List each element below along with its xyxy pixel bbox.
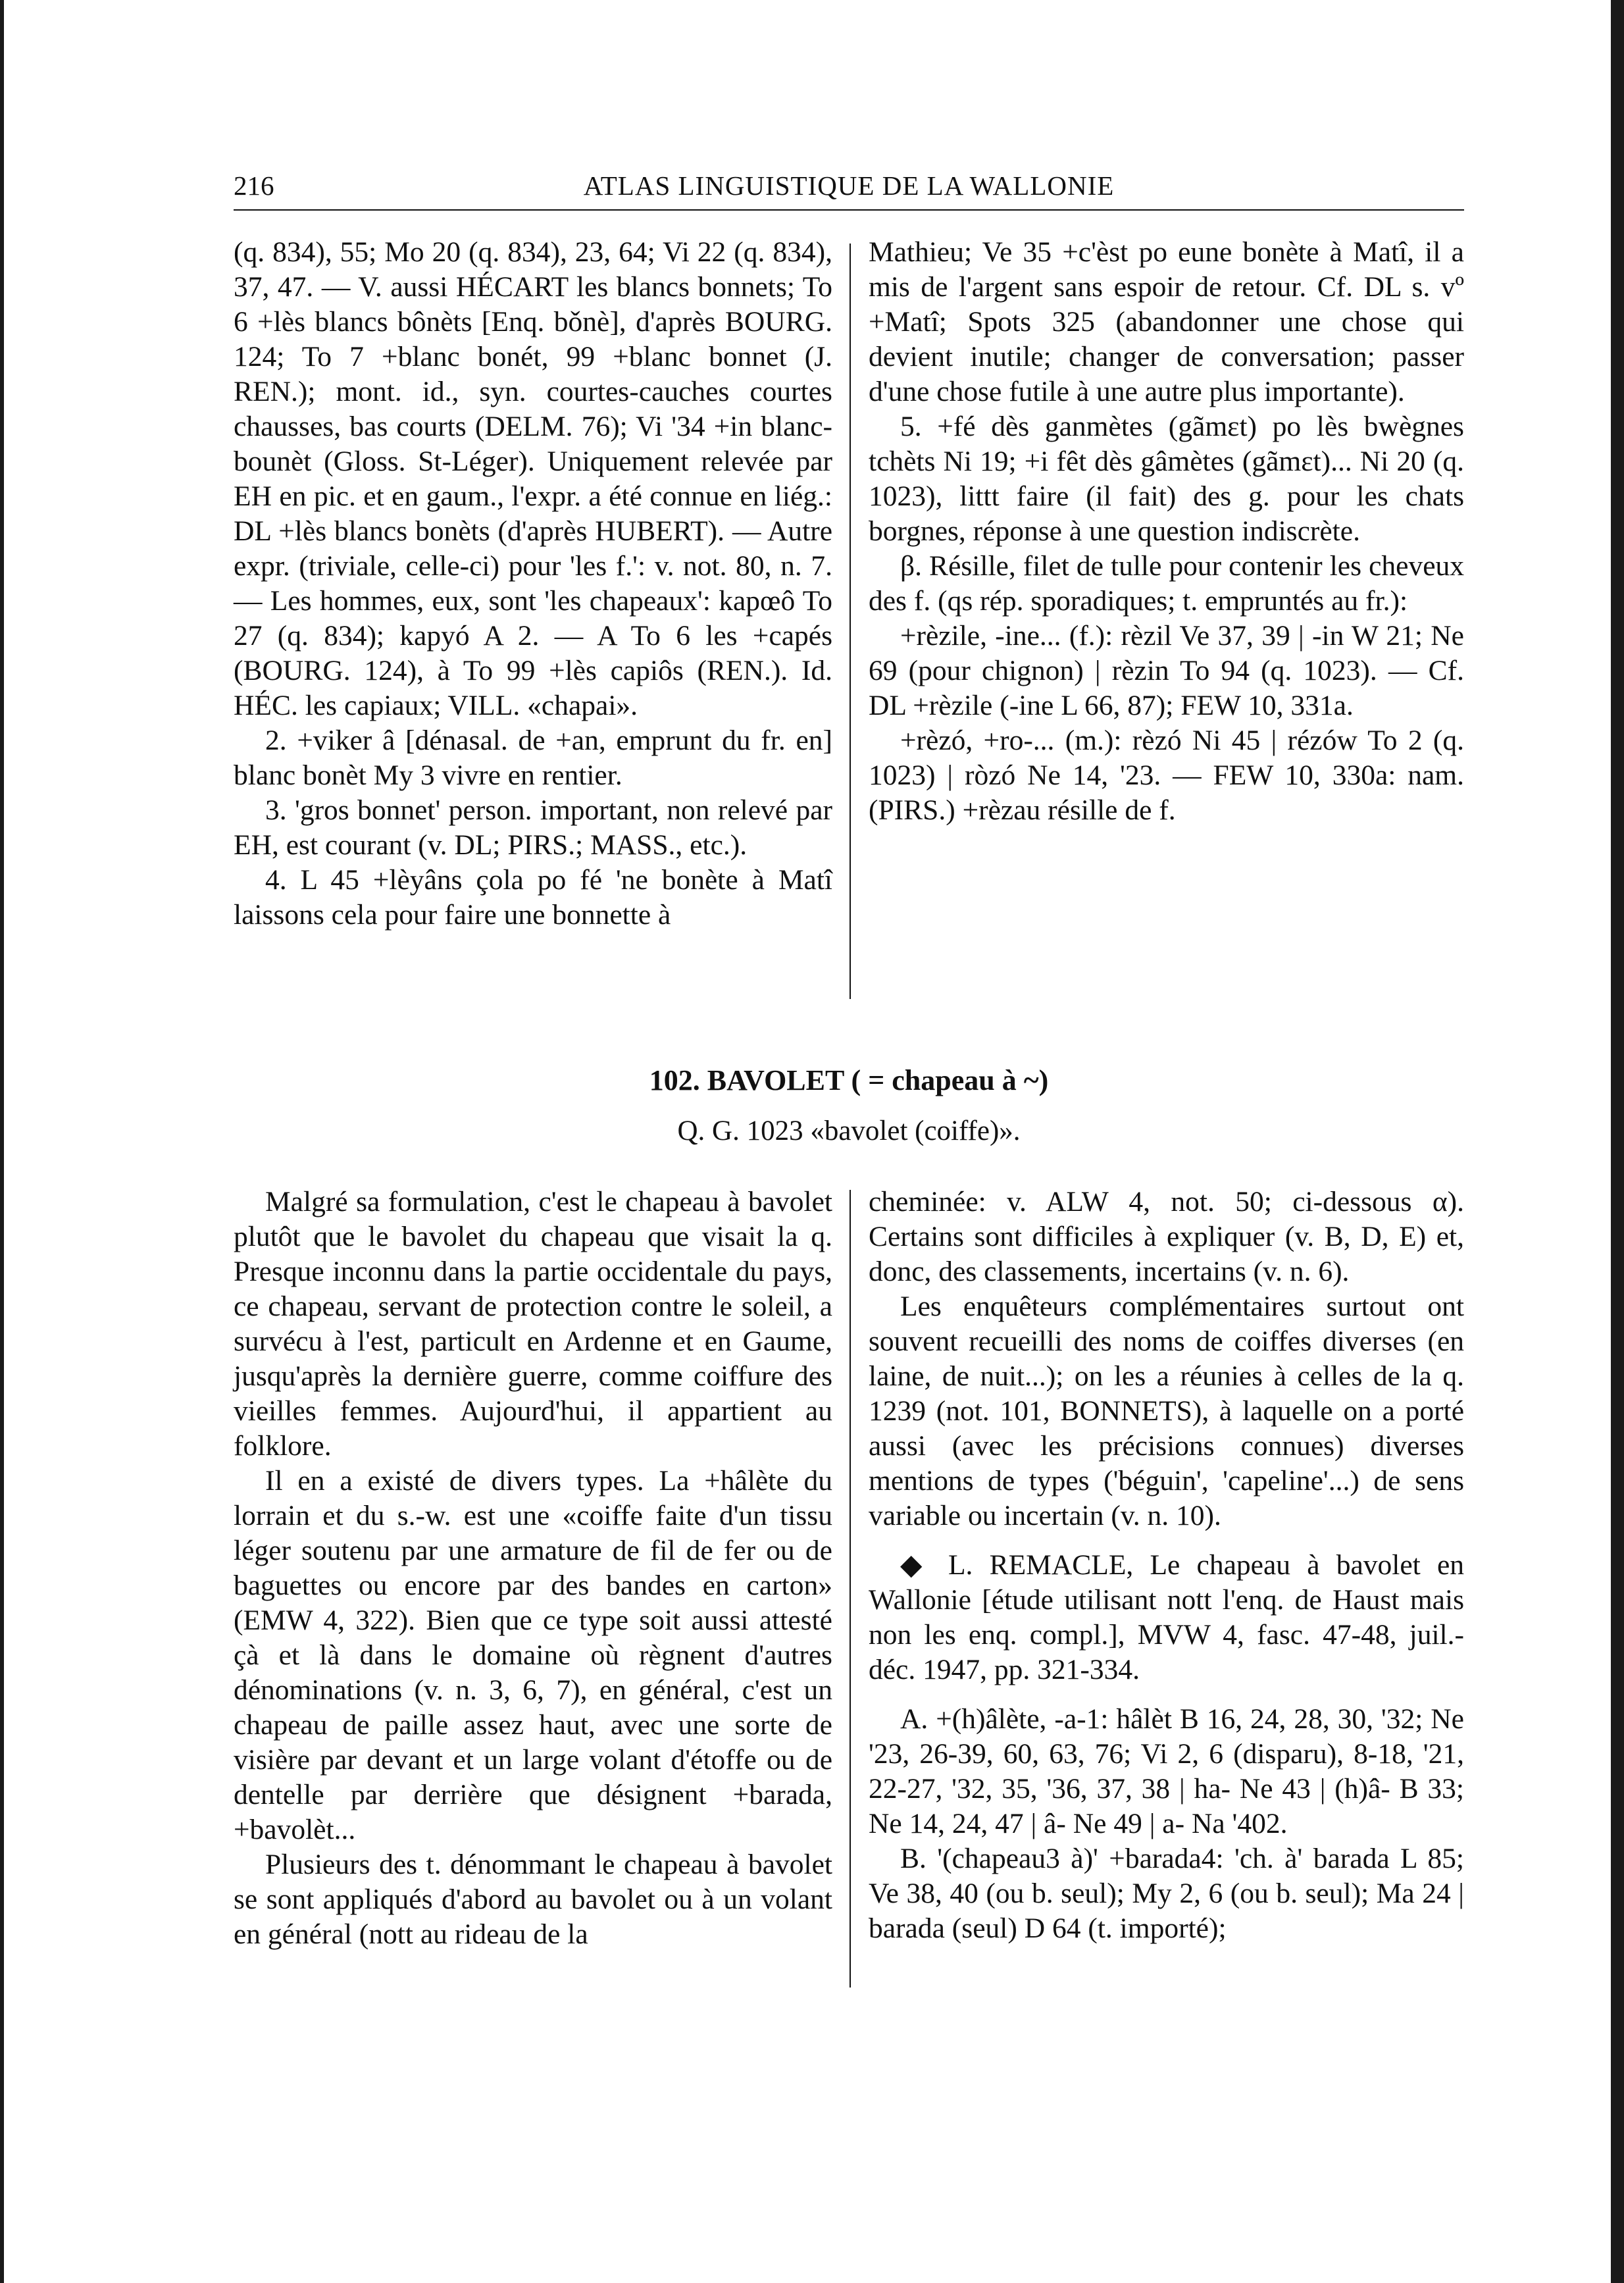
paragraph: β. Résille, filet de tulle pour contenir les cheveux des f. (qs rép. sporadiques; t. empruntés au fr.): [869,550,1464,617]
scan-edge-left [0,0,4,2283]
paragraph: Les enquêteurs complémentaires surtout ont souvent recueilli des noms de coiffes diverses (en laine, de nuit...); on les a réunies à celles de la q. 1239 (not. 101, BONNETS), à laquelle on a porté aussi (avec les précisions connues) diverses mentions de types ('béguin', 'capeline'...) de sens variable ou incertain (v. n. 10). [869,1291,1464,1531]
bottom-right-column [869,1185,1464,1946]
bottom-left-column [234,1185,832,1952]
top-left-column [234,235,832,933]
paragraph: 4. L 45 +lèyâns çola po fé 'ne bonète à Matî laissons cela pour faire une bonnette à [234,864,832,931]
paragraph: 3. 'gros bonnet' person. important, non relevé par EH, est courant (v. DL; PIRS.; MASS., etc.). [234,794,832,861]
section-subtitle: Q. G. 1023 «bavolet (coiffe)». [677,1116,1021,1146]
paragraph: Il en a existé de divers types. La +hâlète du lorrain et du s.-w. est une «coiffe faite d'un tissu léger soutenu par une armature de fil de fer ou de baguettes ou encore par des bandes en carton» (EMW 4, 322). Bien que ce type soit aussi attesté çà et là dans le domaine où règnent d'autres dénominations (v. n. 3, 6, 7), en général, c'est un chapeau de paille assez haut, avec une sorte de visière par devant et un large volant d'étoffe ou de dentelle par derrière que désignent +barada, +bavolèt... [234,1465,832,1845]
scan-edge-right [1611,0,1624,2283]
paragraph: (q. 834), 55; Mo 20 (q. 834), 23, 64; Vi 22 (q. 834), 37, 47. — V. aussi HÉCART les blancs bonnets; To 6 +lès blancs bônèts [Enq. bǒnè], d'après BOURG. 124; To 7 +blanc bonét, 99 +blanc bonnet (J. REN.); mont. id., syn. courtes-cauches courtes chausses, bas courts (DELM. 76); Vi '34 +in blanc-bounèt (Gloss. St-Léger). Uniquement relevée par EH en pic. et en gaum., l'expr. a été connue en liég.: DL +lès blancs bonèts (d'après HUBERT). — Autre expr. (triviale, celle-ci) pour 'les f.': v. not. 80, n. 7. — Les hommes, eux, sont 'les chapeaux': kapœô To 27 (q. 834); kapyó A 2. — A To 6 les +capés (BOURG. 124), à To 99 +lès capiôs (REN.). Id. HÉC. les capiaux; VILL. «chapai». [234,236,832,721]
paragraph: +rèzó, +ro-... (m.): rèzó Ni 45 | rézów To 2 (q. 1023) | ròzó Ne 14, '23. — FEW 10, 330a: nam. (PIRS.) +rèzau résille de f. [869,725,1464,826]
column-divider-bottom [850,1190,851,1988]
bibliography-entry: ◆ L. REMACLE, Le chapeau à bavolet en Wallonie [étude utilisant nott l'enq. de Haust mais non les enq. compl.], MVW 4, fasc. 47-48, juil.-déc. 1947, pp. 321-334. [869,1549,1464,1685]
paragraph: Plusieurs des t. dénommant le chapeau à bavolet se sont appliqués d'abord au bavolet ou à un volant en général (nott au rideau de la [234,1849,832,1950]
paragraph: Malgré sa formulation, c'est le chapeau à bavolet plutôt que le bavolet du chapeau que visait la q. Presque inconnu dans la partie occidentale du pays, ce chapeau, servant de protection contre le soleil, a survécu à l'est, particult en Ardenne et en Gaume, jusqu'après la dernière guerre, comme coiffure des vieilles femmes. Aujourd'hui, il appartient au folklore. [234,1186,832,1462]
page-header [234,170,1464,211]
paragraph: +rèzile, -ine... (f.): rèzil Ve 37, 39 | -in W 21; Ne 69 (pour chignon) | rèzin To 94 (q. 1023). — Cf. DL +rèzile (-ine L 66, 87); FEW 10, 331a. [869,620,1464,721]
paragraph: Mathieu; Ve 35 +c'èst po eune bonète à Matî, il a mis de l'argent sans espoir de retour. Cf. DL s. vº +Matî; Spots 325 (abandonner une chose qui devient inutile; changer de conversation; passer d'une chose futile à une autre plus importante). [869,236,1464,407]
paragraph: cheminée: v. ALW 4, not. 50; ci-dessous α). Certains sont difficiles à expliquer (v. B, D, E) et, donc, des classements, incertains (v. n. 6). [869,1186,1464,1287]
paragraph: 5. +fé dès ganmètes (gãmɛt) po lès bwègnes tchèts Ni 19; +i fêt dès gâmètes (gãmɛt)... Ni 20 (q. 1023), littt faire (il fait) des g. pour les chats borgnes, réponse à une question indiscrète. [869,411,1464,547]
top-right-column [869,235,1464,828]
paragraph: B. '(chapeau3 à)' +barada4: 'ch. à' barada L 85; Ve 38, 40 (ou b. seul); My 2, 6 (ou b. seul); Ma 24 | barada (seul) D 64 (t. importé); [869,1843,1464,1944]
page-number: 216 [234,170,274,201]
paragraph: A. +(h)âlète, -a-1: hâlèt B 16, 24, 28, 30, '32; Ne '23, 26-39, 60, 63, 76; Vi 2, 6 (disparu), 8-18, '21, 22-27, '32, 35, '36, 37, 38 | ha- Ne 43 | (h)â- B 33; Ne 14, 24, 47 | â- Ne 49 | a- Na '402. [869,1703,1464,1839]
column-divider-top [850,244,851,999]
running-title: ATLAS LINGUISTIQUE DE LA WALLONIE [583,170,1115,201]
section-title: 102. BAVOLET ( = chapeau à ~) [649,1064,1049,1096]
paragraph: 2. +viker â [dénasal. de +an, emprunt du fr. en] blanc bonèt My 3 vivre en rentier. [234,725,832,791]
